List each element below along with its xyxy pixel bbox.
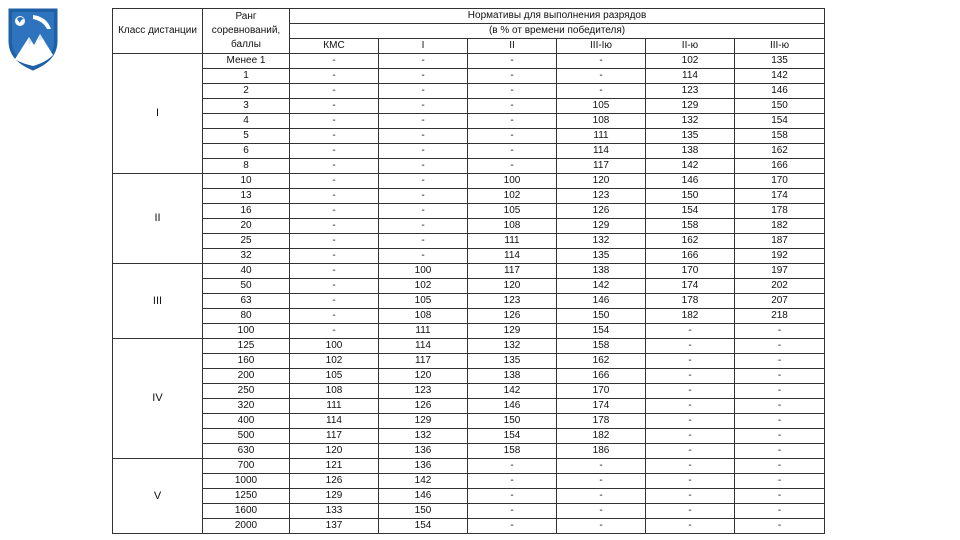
norm-value-cell: - <box>735 429 825 444</box>
table-row <box>113 84 825 99</box>
norm-value-cell: - <box>557 504 646 519</box>
norm-value-cell: 100 <box>468 174 557 189</box>
norm-value-cell: 129 <box>646 99 735 114</box>
norm-value-cell: 105 <box>290 369 379 384</box>
header-column: III-ю <box>735 39 825 54</box>
rank-cell: 63 <box>203 294 290 309</box>
norm-value-cell: - <box>557 519 646 534</box>
norm-value-cell: 135 <box>646 129 735 144</box>
norm-value-cell: - <box>646 324 735 339</box>
norm-value-cell: - <box>379 114 468 129</box>
table-row <box>113 429 825 444</box>
norm-value-cell: 162 <box>646 234 735 249</box>
norm-value-cell: 146 <box>735 84 825 99</box>
norm-value-cell: 114 <box>646 69 735 84</box>
norms-table <box>112 8 825 534</box>
norm-value-cell: 120 <box>468 279 557 294</box>
norm-value-cell: - <box>735 339 825 354</box>
norm-value-cell: - <box>290 249 379 264</box>
norm-value-cell: - <box>468 144 557 159</box>
rank-cell: 5 <box>203 129 290 144</box>
norm-value-cell: 178 <box>735 204 825 219</box>
norm-value-cell: 108 <box>290 384 379 399</box>
norm-value-cell: 192 <box>735 249 825 264</box>
norm-value-cell: - <box>646 369 735 384</box>
norm-value-cell: - <box>379 144 468 159</box>
norm-value-cell: 111 <box>468 234 557 249</box>
norm-value-cell: - <box>468 504 557 519</box>
norm-value-cell: 129 <box>468 324 557 339</box>
rank-cell: 2000 <box>203 519 290 534</box>
norm-value-cell: 123 <box>468 294 557 309</box>
table-row <box>113 264 825 279</box>
rank-cell: 32 <box>203 249 290 264</box>
distance-class-cell: IV <box>113 339 203 459</box>
norm-value-cell: - <box>735 489 825 504</box>
norm-value-cell: - <box>646 444 735 459</box>
table-row <box>113 309 825 324</box>
norm-value-cell: 166 <box>646 249 735 264</box>
norm-value-cell: - <box>468 69 557 84</box>
norm-value-cell: - <box>735 414 825 429</box>
header-distance-class: Класс дистанции <box>113 9 203 54</box>
norm-value-cell: 162 <box>557 354 646 369</box>
norm-value-cell: 111 <box>290 399 379 414</box>
norm-value-cell: - <box>290 174 379 189</box>
norm-value-cell: - <box>646 504 735 519</box>
norm-value-cell: - <box>379 204 468 219</box>
norm-value-cell: 135 <box>557 249 646 264</box>
norm-value-cell: 105 <box>557 99 646 114</box>
table-row <box>113 489 825 504</box>
norm-value-cell: 174 <box>646 279 735 294</box>
rank-cell: 1250 <box>203 489 290 504</box>
rank-cell: 16 <box>203 204 290 219</box>
rank-cell: 700 <box>203 459 290 474</box>
norm-value-cell: - <box>735 444 825 459</box>
table-row <box>113 129 825 144</box>
norm-value-cell: - <box>379 249 468 264</box>
norm-value-cell: 129 <box>290 489 379 504</box>
rank-cell: 50 <box>203 279 290 294</box>
norm-value-cell: - <box>379 219 468 234</box>
norm-value-cell: 135 <box>735 54 825 69</box>
norm-value-cell: 150 <box>646 189 735 204</box>
table-row <box>113 399 825 414</box>
norm-value-cell: 197 <box>735 264 825 279</box>
norm-value-cell: 133 <box>290 504 379 519</box>
norm-value-cell: 178 <box>557 414 646 429</box>
norm-value-cell: - <box>468 459 557 474</box>
rank-cell: 13 <box>203 189 290 204</box>
norm-value-cell: 105 <box>379 294 468 309</box>
norm-value-cell: - <box>646 429 735 444</box>
norm-value-cell: 154 <box>646 204 735 219</box>
rank-cell: 400 <box>203 414 290 429</box>
rank-cell: 6 <box>203 144 290 159</box>
rank-cell: 2 <box>203 84 290 99</box>
norm-value-cell: - <box>290 84 379 99</box>
norm-value-cell: 202 <box>735 279 825 294</box>
norm-value-cell: 154 <box>468 429 557 444</box>
norm-value-cell: 150 <box>379 504 468 519</box>
norm-value-cell: 142 <box>735 69 825 84</box>
norm-value-cell: 137 <box>290 519 379 534</box>
norm-value-cell: - <box>735 459 825 474</box>
distance-class-cell: V <box>113 459 203 534</box>
norm-value-cell: 114 <box>290 414 379 429</box>
table-row <box>113 159 825 174</box>
norm-value-cell: 100 <box>379 264 468 279</box>
norm-value-cell: - <box>290 219 379 234</box>
rank-cell: 160 <box>203 354 290 369</box>
norm-value-cell: 146 <box>646 174 735 189</box>
table-row <box>113 414 825 429</box>
norm-value-cell: 108 <box>468 219 557 234</box>
norm-value-cell: 120 <box>557 174 646 189</box>
norm-value-cell: 114 <box>557 144 646 159</box>
rank-cell: 20 <box>203 219 290 234</box>
emblem-logo-icon <box>7 7 59 71</box>
distance-class-cell: III <box>113 264 203 339</box>
norm-value-cell: - <box>290 189 379 204</box>
norm-value-cell: - <box>735 474 825 489</box>
rank-cell: 1600 <box>203 504 290 519</box>
norm-value-cell: 162 <box>735 144 825 159</box>
rank-cell: 40 <box>203 264 290 279</box>
norm-value-cell: 146 <box>468 399 557 414</box>
norm-value-cell: - <box>735 399 825 414</box>
norm-value-cell: - <box>290 294 379 309</box>
norm-value-cell: 154 <box>557 324 646 339</box>
norm-value-cell: - <box>557 459 646 474</box>
norm-value-cell: 142 <box>468 384 557 399</box>
norm-value-cell: 158 <box>557 339 646 354</box>
norm-value-cell: 154 <box>379 519 468 534</box>
norm-value-cell: 158 <box>646 219 735 234</box>
rank-cell: 4 <box>203 114 290 129</box>
table-row <box>113 249 825 264</box>
norm-value-cell: 158 <box>468 444 557 459</box>
norm-value-cell: - <box>379 69 468 84</box>
norm-value-cell: - <box>646 489 735 504</box>
norm-value-cell: 123 <box>557 189 646 204</box>
norm-value-cell: - <box>557 489 646 504</box>
norm-value-cell: - <box>735 384 825 399</box>
norm-value-cell: - <box>290 279 379 294</box>
norm-value-cell: 132 <box>646 114 735 129</box>
rank-cell: 125 <box>203 339 290 354</box>
rank-cell: 320 <box>203 399 290 414</box>
table-row <box>113 69 825 84</box>
table-row <box>113 369 825 384</box>
norm-value-cell: 117 <box>379 354 468 369</box>
norm-value-cell: 186 <box>557 444 646 459</box>
norm-value-cell: - <box>290 144 379 159</box>
table-row <box>113 459 825 474</box>
norm-value-cell: - <box>646 519 735 534</box>
norm-value-cell: 146 <box>379 489 468 504</box>
header-norms-line2: (в % от времени победителя) <box>290 24 825 39</box>
norm-value-cell: 111 <box>557 129 646 144</box>
rank-cell: 80 <box>203 309 290 324</box>
rank-cell: 8 <box>203 159 290 174</box>
norm-value-cell: 135 <box>468 354 557 369</box>
norm-value-cell: - <box>290 99 379 114</box>
norm-value-cell: 108 <box>379 309 468 324</box>
norm-value-cell: 105 <box>468 204 557 219</box>
norm-value-cell: - <box>468 489 557 504</box>
norm-value-cell: - <box>468 114 557 129</box>
rank-cell: 25 <box>203 234 290 249</box>
norm-value-cell: 102 <box>646 54 735 69</box>
norm-value-cell: - <box>468 159 557 174</box>
norm-value-cell: 117 <box>468 264 557 279</box>
norm-value-cell: - <box>646 414 735 429</box>
norm-value-cell: 182 <box>735 219 825 234</box>
norm-value-cell: - <box>468 129 557 144</box>
norm-value-cell: 117 <box>557 159 646 174</box>
norm-value-cell: 182 <box>646 309 735 324</box>
norm-value-cell: - <box>290 204 379 219</box>
norm-value-cell: 218 <box>735 309 825 324</box>
header-competition-rank <box>203 9 290 54</box>
table-row <box>113 474 825 489</box>
norm-value-cell: - <box>735 354 825 369</box>
norm-value-cell: 142 <box>646 159 735 174</box>
table-row <box>113 444 825 459</box>
table-row <box>113 339 825 354</box>
rank-cell: 10 <box>203 174 290 189</box>
norm-value-cell: - <box>646 474 735 489</box>
norm-value-cell: 207 <box>735 294 825 309</box>
table-row <box>113 114 825 129</box>
norm-value-cell: - <box>379 99 468 114</box>
norm-value-cell: - <box>379 54 468 69</box>
norm-value-cell: - <box>290 129 379 144</box>
table-row <box>113 204 825 219</box>
rank-cell: 1000 <box>203 474 290 489</box>
norm-value-cell: - <box>646 354 735 369</box>
rank-cell: 250 <box>203 384 290 399</box>
header-column: III-Ію <box>557 39 646 54</box>
norm-value-cell: - <box>735 369 825 384</box>
norm-value-cell: - <box>290 54 379 69</box>
norm-value-cell: 120 <box>290 444 379 459</box>
norm-value-cell: 114 <box>379 339 468 354</box>
header-column: КМС <box>290 39 379 54</box>
rank-cell: 200 <box>203 369 290 384</box>
table-row <box>113 144 825 159</box>
table-row <box>113 354 825 369</box>
norm-value-cell: 121 <box>290 459 379 474</box>
norm-value-cell: 182 <box>557 429 646 444</box>
distance-class-cell: II <box>113 174 203 264</box>
norm-value-cell: - <box>290 324 379 339</box>
norm-value-cell: - <box>290 234 379 249</box>
norm-value-cell: - <box>646 339 735 354</box>
table-row <box>113 54 825 69</box>
norm-value-cell: - <box>646 384 735 399</box>
table-row <box>113 219 825 234</box>
norm-value-cell: - <box>646 459 735 474</box>
norm-value-cell: 136 <box>379 444 468 459</box>
rank-cell: 100 <box>203 324 290 339</box>
header-column: II-ю <box>646 39 735 54</box>
table-row <box>113 174 825 189</box>
norm-value-cell: 150 <box>735 99 825 114</box>
norm-value-cell: 132 <box>379 429 468 444</box>
norms-table-body <box>113 54 825 534</box>
table-row <box>113 519 825 534</box>
norm-value-cell: 150 <box>468 414 557 429</box>
norm-value-cell: - <box>468 519 557 534</box>
norm-value-cell: 123 <box>379 384 468 399</box>
norm-value-cell: - <box>290 114 379 129</box>
norm-value-cell: 129 <box>557 219 646 234</box>
norm-value-cell: 146 <box>557 294 646 309</box>
norm-value-cell: 158 <box>735 129 825 144</box>
norm-value-cell: 126 <box>379 399 468 414</box>
norm-value-cell: 129 <box>379 414 468 429</box>
norm-value-cell: 123 <box>646 84 735 99</box>
header-column: II <box>468 39 557 54</box>
norm-value-cell: 142 <box>557 279 646 294</box>
norm-value-cell: - <box>735 519 825 534</box>
norm-value-cell: - <box>379 129 468 144</box>
rank-cell: 500 <box>203 429 290 444</box>
norm-value-cell: 114 <box>468 249 557 264</box>
norm-value-cell: - <box>646 399 735 414</box>
norm-value-cell: - <box>735 324 825 339</box>
norm-value-cell: 170 <box>646 264 735 279</box>
table-row <box>113 294 825 309</box>
norm-value-cell: 166 <box>735 159 825 174</box>
norm-value-cell: 102 <box>290 354 379 369</box>
norm-value-cell: 174 <box>557 399 646 414</box>
norm-value-cell: 117 <box>290 429 379 444</box>
rank-cell: Менее 1 <box>203 54 290 69</box>
norm-value-cell: 170 <box>735 174 825 189</box>
norm-value-cell: - <box>379 174 468 189</box>
norm-value-cell: - <box>468 99 557 114</box>
norm-value-cell: - <box>468 84 557 99</box>
norm-value-cell: - <box>379 189 468 204</box>
norm-value-cell: - <box>290 309 379 324</box>
table-row <box>113 504 825 519</box>
norm-value-cell: - <box>290 69 379 84</box>
norm-value-cell: - <box>290 264 379 279</box>
norm-value-cell: 174 <box>735 189 825 204</box>
table-row <box>113 384 825 399</box>
norm-value-cell: 142 <box>379 474 468 489</box>
norm-value-cell: 138 <box>468 369 557 384</box>
table-row <box>113 99 825 114</box>
norm-value-cell: 126 <box>468 309 557 324</box>
norm-value-cell: 170 <box>557 384 646 399</box>
norm-value-cell: - <box>735 504 825 519</box>
table-row <box>113 234 825 249</box>
norm-value-cell: - <box>468 54 557 69</box>
norm-value-cell: - <box>379 234 468 249</box>
table-row <box>113 189 825 204</box>
norm-value-cell: 132 <box>468 339 557 354</box>
norm-value-cell: 108 <box>557 114 646 129</box>
norm-value-cell: - <box>557 474 646 489</box>
norm-value-cell: - <box>557 54 646 69</box>
table-row <box>113 324 825 339</box>
norm-value-cell: 102 <box>379 279 468 294</box>
norm-value-cell: 138 <box>557 264 646 279</box>
header-rank-line1: Ранг <box>235 11 257 22</box>
norm-value-cell: - <box>290 159 379 174</box>
norm-value-cell: - <box>557 69 646 84</box>
table-row <box>113 279 825 294</box>
norm-value-cell: - <box>379 84 468 99</box>
norm-value-cell: 120 <box>379 369 468 384</box>
norm-value-cell: 100 <box>290 339 379 354</box>
header-rank-line3: баллы <box>231 39 261 50</box>
rank-cell: 1 <box>203 69 290 84</box>
header-column: I <box>379 39 468 54</box>
norm-value-cell: 166 <box>557 369 646 384</box>
norm-value-cell: 154 <box>735 114 825 129</box>
distance-class-cell: I <box>113 54 203 174</box>
norm-value-cell: - <box>468 474 557 489</box>
norm-value-cell: 178 <box>646 294 735 309</box>
header-norms-line1: Нормативы для выполнения разрядов <box>290 9 825 24</box>
norm-value-cell: 126 <box>557 204 646 219</box>
rank-cell: 3 <box>203 99 290 114</box>
header-rank-line2: соревнований, <box>211 25 281 36</box>
norm-value-cell: 132 <box>557 234 646 249</box>
rank-cell: 630 <box>203 444 290 459</box>
norm-value-cell: - <box>557 84 646 99</box>
norm-value-cell: 111 <box>379 324 468 339</box>
norm-value-cell: 150 <box>557 309 646 324</box>
norm-value-cell: 187 <box>735 234 825 249</box>
norm-value-cell: 138 <box>646 144 735 159</box>
norm-value-cell: 136 <box>379 459 468 474</box>
norm-value-cell: - <box>379 159 468 174</box>
norm-value-cell: 102 <box>468 189 557 204</box>
norm-value-cell: 126 <box>290 474 379 489</box>
